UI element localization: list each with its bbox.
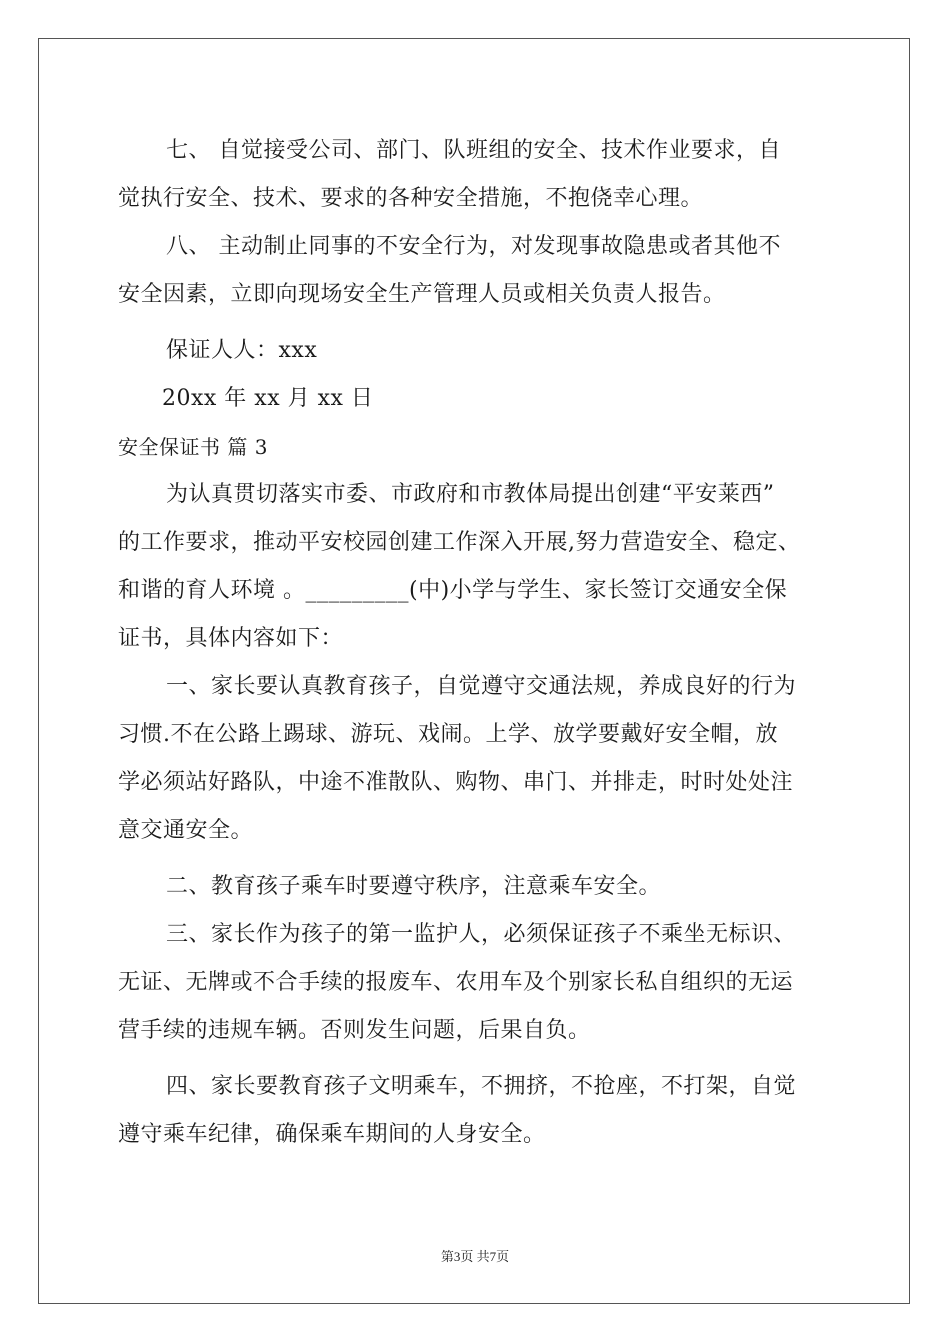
paragraph-8-line-2: 安全因素，立即向现场安全生产管理人员或相关负责人报告。 bbox=[118, 282, 726, 307]
intro-line-4: 证书，具体内容如下： bbox=[118, 626, 344, 651]
item-3-line-3: 营手续的违规车辆。否则发生问题，后果自负。 bbox=[118, 1018, 591, 1043]
paragraph-7-line-1: 七、 自觉接受公司、部门、队班组的安全、技术作业要求，自 bbox=[166, 138, 781, 163]
item-1-line-1: 一、家长要认真教育孩子，自觉遵守交通法规，养成良好的行为 bbox=[166, 674, 797, 699]
intro-line-1: 为认真贯切落实市委、市政府和市教体局提出创建“平安莱西” bbox=[166, 482, 775, 507]
intro-line-2: 的工作要求，推动平安校园创建工作深入开展,努力营造安全、稳定、 bbox=[118, 530, 801, 555]
item-1-line-4: 意交通安全。 bbox=[118, 818, 254, 843]
item-4-line-1: 四、家长要教育孩子文明乘车，不拥挤，不抢座，不打架，自觉 bbox=[166, 1074, 797, 1099]
item-3-line-2: 无证、无牌或不合手续的报废车、农用车及个别家长私自组织的无运 bbox=[118, 970, 794, 995]
intro-line-3: 和谐的育人环境 。_________(中)小学与学生、家长签订交通安全保 bbox=[118, 578, 788, 603]
item-1-line-3: 学必须站好路队，中途不准散队、购物、串门、并排走，时时处处注 bbox=[118, 770, 794, 795]
item-2-line-1: 二、教育孩子乘车时要遵守秩序，注意乘车安全。 bbox=[166, 874, 662, 899]
section-title: 安全保证书 篇 3 bbox=[118, 435, 268, 459]
item-1-line-2: 习惯.不在公路上踢球、游玩、戏闹。上学、放学要戴好安全帽，放 bbox=[118, 722, 778, 747]
date-line: 20xx 年 xx 月 xx 日 bbox=[162, 386, 374, 411]
paragraph-8-line-1: 八、 主动制止同事的不安全行为，对发现事故隐患或者其他不 bbox=[166, 234, 781, 259]
item-3-line-1: 三、家长作为孩子的第一监护人，必须保证孩子不乘坐无标识、 bbox=[166, 922, 797, 947]
page-footer: 第3页 共7页 bbox=[440, 1249, 510, 1264]
page-border bbox=[38, 38, 910, 1304]
guarantor-line: 保证人人：xxx bbox=[166, 338, 318, 363]
paragraph-7-line-2: 觉执行安全、技术、要求的各种安全措施，不抱侥幸心理。 bbox=[118, 186, 704, 211]
item-4-line-2: 遵守乘车纪律，确保乘车期间的人身安全。 bbox=[118, 1122, 546, 1147]
